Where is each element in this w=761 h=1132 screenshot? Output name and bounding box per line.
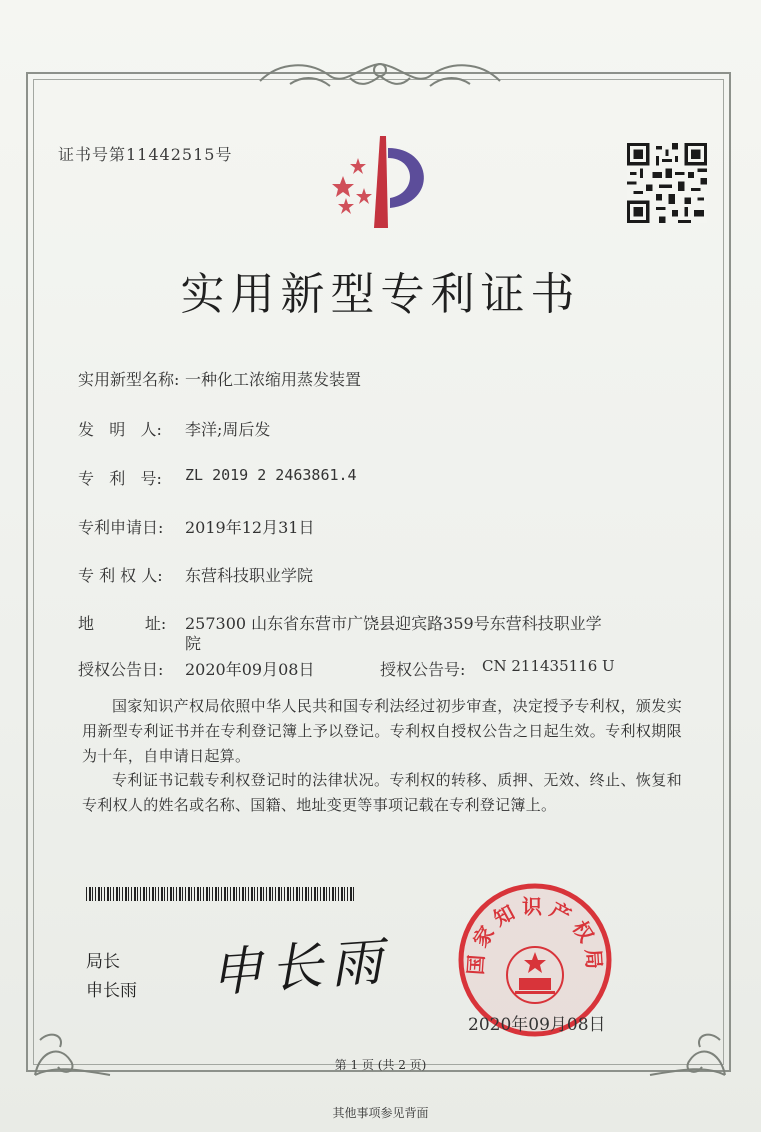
patent-number-label: 专 利 号: bbox=[78, 469, 162, 488]
svg-text:国家知识产权局: 国家知识产权局 bbox=[463, 894, 607, 976]
page-number: 第 1 页 (共 2 页) bbox=[334, 1058, 427, 1072]
grant-date-value: 2020年09月08日 bbox=[185, 660, 315, 679]
patentee-label: 专 利 权 人: bbox=[78, 566, 163, 585]
address-value-line2: 院 bbox=[185, 634, 202, 653]
seal-date: 2020年09月08日 bbox=[468, 1015, 606, 1035]
inventor-label: 发 明 人: bbox=[78, 420, 162, 439]
grant-number-value: CN 211435116 U bbox=[482, 657, 615, 675]
inventor-value: 李洋;周后发 bbox=[185, 420, 271, 439]
address-value-line1: 257300 山东省东营市广饶县迎宾路359号东营科技职业学 bbox=[185, 614, 602, 633]
certificate-title: 实用新型专利证书 bbox=[180, 269, 581, 320]
legal-paragraph-1: 国家知识产权局依照中华人民共和国专利法经过初步审查，决定授予专利权，颁发实用新型专利证书并在专利登记簿上予以登记。专利权自授权公告之日起生效。专利权期限为十年，自申请日起算。 bbox=[82, 697, 682, 765]
back-side-note: 其他事项参见背面 bbox=[332, 1106, 429, 1120]
patent-number-value: ZL 2019 2 2463861.4 bbox=[185, 466, 357, 484]
legal-paragraph-2: 专利证书记载专利权登记时的法律状况。专利权的转移、质押、无效、终止、恢复和专利权人的姓名或名称、国籍、地址变更等事项记载在专利登记簿上。 bbox=[82, 771, 682, 814]
filing-date-label: 专利申请日: bbox=[78, 518, 164, 537]
barcode-icon bbox=[86, 887, 356, 901]
director-name: 申长雨 bbox=[86, 981, 137, 1001]
patentee-value: 东营科技职业学院 bbox=[185, 566, 314, 585]
address-label: 地 址: bbox=[78, 614, 167, 633]
grant-number-label: 授权公告号: bbox=[380, 660, 466, 679]
utility-model-name-label: 实用新型名称: bbox=[78, 370, 180, 389]
qr-code-icon bbox=[627, 143, 707, 223]
grant-date-label: 授权公告日: bbox=[78, 660, 164, 679]
director-title: 局长 bbox=[86, 952, 120, 972]
certificate-number: 证书号第11442515号 bbox=[58, 145, 233, 164]
filing-date-value: 2019年12月31日 bbox=[185, 518, 315, 537]
handwritten-signature: 申长雨 bbox=[208, 931, 393, 1005]
top-ornament-icon bbox=[250, 56, 510, 96]
utility-model-name-value: 一种化工浓缩用蒸发装置 bbox=[185, 370, 362, 389]
cnipa-logo-icon bbox=[318, 128, 448, 233]
